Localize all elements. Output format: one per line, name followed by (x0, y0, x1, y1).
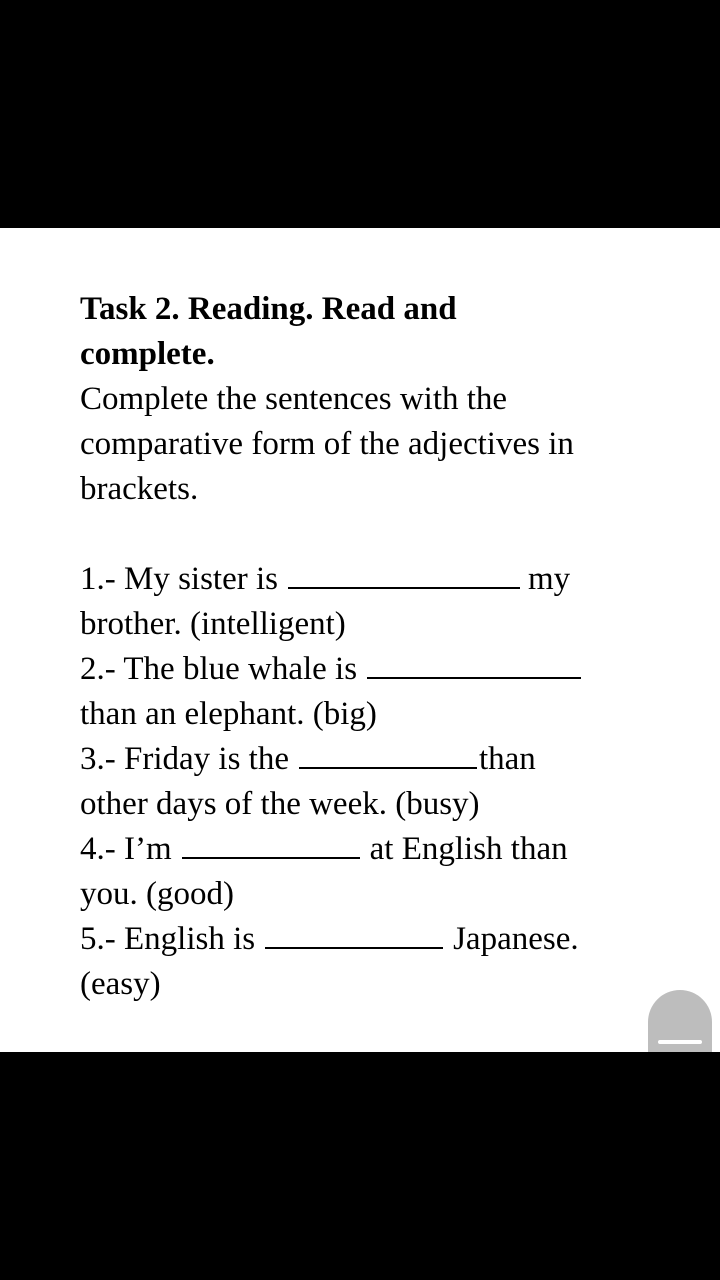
sentence-5-end: (easy) (80, 966, 161, 1002)
instructions-line-3: brackets. (80, 471, 199, 507)
sentence-4-start: 4.- I’m (80, 831, 172, 867)
sentence-5-middle: Japanese. (453, 921, 579, 957)
sentence-2-line-1 (80, 647, 640, 692)
spacer (80, 512, 640, 557)
sentence-2-start: 2.- The blue whale is (80, 651, 358, 687)
answer-blank-5[interactable] (265, 917, 443, 949)
task-title-line-1: Task 2. Reading. Read and (80, 291, 457, 327)
sentence-3-line-1 (80, 737, 640, 782)
sentence-4-middle: at English than (369, 831, 568, 867)
worksheet-content (80, 286, 640, 1007)
task-title (80, 286, 640, 377)
sentence-2-end: than an elephant. (big) (80, 696, 377, 732)
sentence-5 (80, 917, 640, 1007)
sentence-4-line-1 (80, 827, 640, 872)
task-instructions (80, 377, 640, 512)
answer-blank-1[interactable] (288, 557, 520, 589)
sentence-4-end: you. (good) (80, 876, 234, 912)
sentence-1-end: brother. (intelligent) (80, 606, 346, 642)
sentence-3-end: other days of the week. (busy) (80, 786, 480, 822)
sentence-1 (80, 557, 640, 647)
sentence-3-middle: than (478, 741, 536, 777)
sentence-1-middle: my (528, 561, 571, 597)
scroll-grip-icon (658, 1040, 702, 1044)
sentence-3-start: 3.- Friday is the (80, 741, 289, 777)
task-title-line-2: complete. (80, 336, 215, 372)
sentence-3 (80, 737, 640, 827)
sentence-1-line-1 (80, 557, 640, 602)
sentence-4 (80, 827, 640, 917)
scroll-handle-icon[interactable] (648, 990, 712, 1052)
sentence-5-start: 5.- English is (80, 921, 256, 957)
answer-blank-2[interactable] (367, 647, 581, 679)
answer-blank-4[interactable] (182, 827, 360, 859)
sentence-2 (80, 647, 640, 737)
sentence-5-line-1 (80, 917, 640, 962)
bottom-letterbox (0, 1052, 720, 1280)
worksheet-page (0, 228, 720, 1052)
instructions-line-2: comparative form of the adjectives in (80, 426, 574, 462)
sentence-1-start: 1.- My sister is (80, 561, 278, 597)
top-letterbox (0, 0, 720, 228)
instructions-line-1: Complete the sentences with the (80, 381, 508, 417)
answer-blank-3[interactable] (299, 737, 477, 769)
